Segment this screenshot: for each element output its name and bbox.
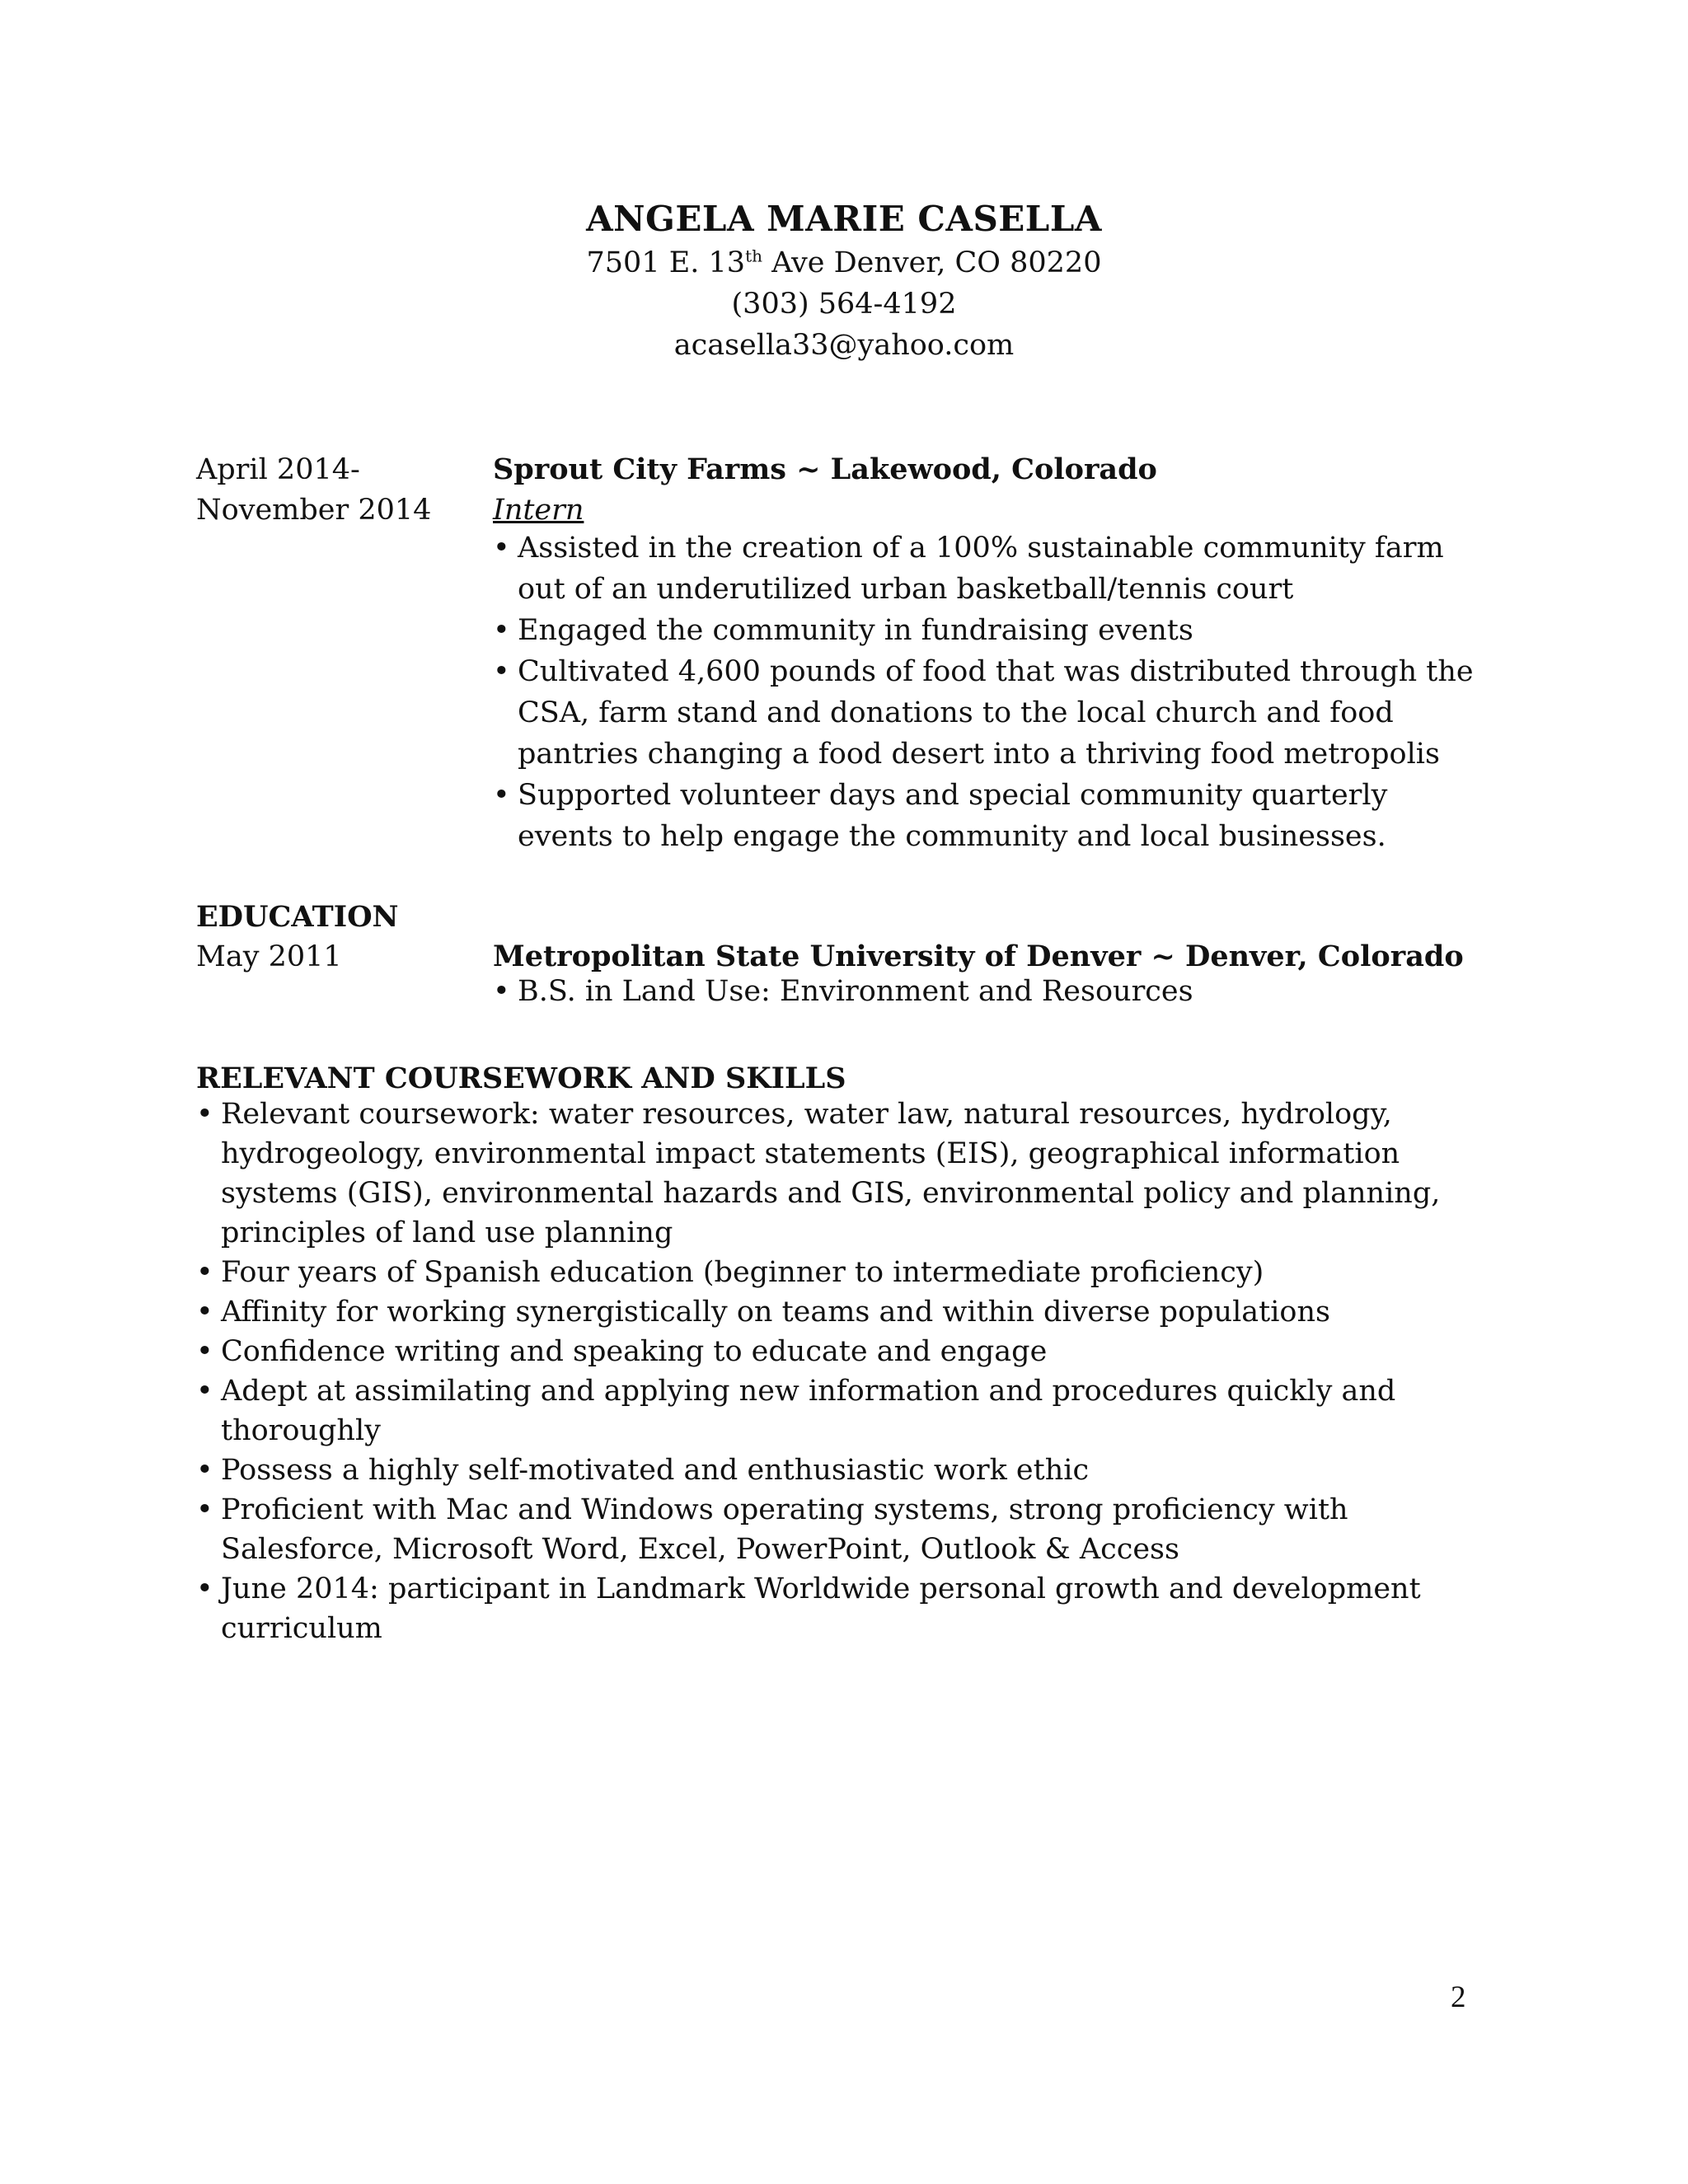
bullet-icon: • [196, 1256, 213, 1289]
page-number: 2 [1451, 1980, 1466, 2014]
skills-bullet-list [196, 1094, 1482, 1648]
bullet-icon: • [196, 1335, 213, 1368]
address [0, 242, 1688, 284]
list-item: • Assisted in the creation of a 100% sustainable community farm out of an underutilized urban basketball/tennis court [493, 527, 1482, 610]
list-item: • Proficient with Mac and Windows operating systems, strong proficiency with Salesforce, Microsoft Word, Excel, PowerPoint, Outlook & Access [196, 1490, 1482, 1569]
list-item: • Adept at assimilating and applying new information and procedures quickly and thoroughly [196, 1371, 1482, 1451]
address-street-number: 7501 E. 13 [586, 246, 746, 279]
education-school: Metropolitan State University of Denver ~ Denver, Colorado [493, 940, 1464, 973]
list-item: • Possess a highly self-motivated and enthusiastic work ethic [196, 1451, 1482, 1490]
list-item: • Four years of Spanish education (beginner to intermediate proficiency) [196, 1253, 1482, 1292]
list-item: • B.S. in Land Use: Environment and Resources [493, 971, 1482, 1012]
education-bullet-list [493, 971, 1482, 1012]
experience-date-end: November 2014 [196, 494, 432, 527]
experience-bullet-list [493, 527, 1482, 857]
bullet-icon: • [493, 532, 510, 565]
experience-organization: Sprout City Farms ~ Lakewood, Colorado [493, 452, 1157, 486]
address-rest: Ave Denver, CO 80220 [762, 246, 1102, 279]
bullet-icon: • [493, 614, 510, 647]
bullet-icon: • [493, 975, 510, 1008]
bullet-icon: • [196, 1296, 213, 1329]
list-item: • Affinity for working synergistically on teams and within diverse populations [196, 1292, 1482, 1332]
bullet-icon: • [196, 1493, 213, 1526]
address-ordinal-suffix: th [745, 246, 762, 266]
list-item: • Engaged the community in fundraising events [493, 610, 1482, 651]
bullet-icon: • [493, 779, 510, 812]
phone-number: (303) 564-4192 [731, 288, 957, 321]
bullet-icon: • [196, 1454, 213, 1487]
skills-heading: RELEVANT COURSEWORK AND SKILLS [196, 1062, 846, 1095]
list-item: • Supported volunteer days and special community quarterly events to help engage the community and local businesses. [493, 775, 1482, 857]
list-item: • Confidence writing and speaking to educate and engage [196, 1332, 1482, 1371]
list-item: • Relevant coursework: water resources, water law, natural resources, hydrology, hydrogeology, environmental impact statements (EIS), geographical information systems (GIS), environmental hazards and GIS, environmental policy and planning, principles of land use planning [196, 1094, 1482, 1253]
education-date: May 2011 [196, 940, 342, 973]
bullet-icon: • [493, 655, 510, 688]
resume-header [0, 196, 1688, 366]
bullet-icon: • [196, 1375, 213, 1408]
bullet-icon: • [196, 1098, 213, 1131]
list-item: • Cultivated 4,600 pounds of food that was distributed through the CSA, farm stand and donations to the local church and food pantries changing a food desert into a thriving food metropolis [493, 651, 1482, 775]
candidate-name: ANGELA MARIE CASELLA [586, 199, 1102, 239]
bullet-icon: • [196, 1572, 213, 1605]
experience-role: Intern [493, 494, 584, 527]
list-item: • June 2014: participant in Landmark Worldwide personal growth and development curriculum [196, 1569, 1482, 1648]
email-address: acasella33@yahoo.com [673, 329, 1015, 362]
experience-date-start: April 2014- [196, 453, 360, 486]
education-heading: EDUCATION [196, 900, 399, 934]
